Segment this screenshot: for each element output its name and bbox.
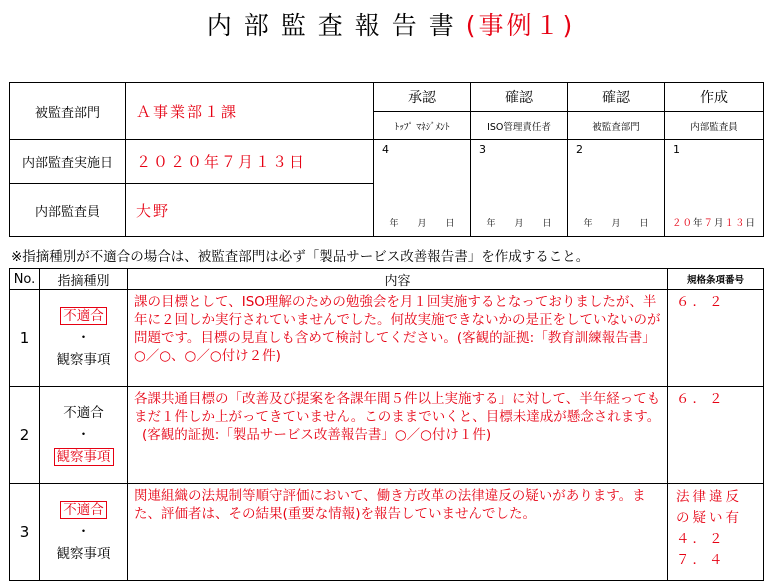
- year-label: 年: [389, 219, 399, 229]
- category-separator: ・: [76, 330, 91, 346]
- approval-date-3: [568, 216, 664, 229]
- finding-row-3: [10, 484, 764, 581]
- approval-num-2: 3: [479, 143, 486, 156]
- finding-row-1: [10, 290, 764, 387]
- month-label: 月: [514, 219, 524, 229]
- finding-evidence: (客観的証拠:「製品サービス改善報告書」○／○付け１件): [142, 427, 492, 443]
- day-label: 日: [639, 219, 649, 229]
- finding-clause: [668, 484, 764, 581]
- date-month-value: ７: [703, 218, 714, 229]
- finding-category: [40, 484, 128, 581]
- approval-head-3: 確認: [568, 83, 665, 112]
- day-label: 日: [542, 219, 552, 229]
- approval-head-2: 確認: [471, 83, 568, 112]
- category-separator: ・: [76, 427, 91, 443]
- col-clause-header: 規格条項番号: [668, 269, 764, 290]
- title-example-tag: (事例１): [465, 11, 576, 40]
- approval-cell-4: [665, 140, 764, 237]
- finding-content-text: 各課共通目標の「改善及び提案を各課年間５件以上実施する」に対して、半年経ってもまだ１件しか上がってきていません。このままでいくと、目標未達成が懸念されます。: [134, 391, 661, 425]
- month-label: 月: [611, 219, 621, 229]
- col-no-header: No.: [10, 269, 40, 290]
- approval-date-2: [471, 216, 567, 229]
- year-label: 年: [486, 219, 496, 229]
- approval-head-1: 承認: [374, 83, 471, 112]
- approval-date-1: [374, 216, 470, 229]
- clause-line: 法律違反の疑い有: [676, 489, 742, 526]
- approval-date-4: [665, 215, 763, 229]
- dept-value: Ａ事業部１課: [126, 83, 374, 140]
- finding-category: [40, 387, 128, 484]
- col-category-header: 指摘種別: [40, 269, 128, 290]
- document-title: [0, 6, 782, 42]
- col-content-header: 内容: [128, 269, 668, 290]
- approval-num-3: 2: [576, 143, 583, 156]
- approval-num-4: 1: [673, 143, 680, 156]
- auditor-label: 内部監査員: [10, 184, 126, 237]
- finding-row-2: [10, 387, 764, 484]
- date-year-value: ２０: [671, 218, 693, 229]
- approval-cell-2: [471, 140, 568, 237]
- clause-line: ６．２: [676, 391, 726, 407]
- instruction-note: ※指摘種別が不適合の場合は、被監査部門は必ず「製品サービス改善報告書」を作成すること。: [11, 249, 590, 265]
- finding-content: 課の目標として、ISO理解のための勉強会を月１回実施するとなっておりましたが、半年に２回しか実行されていませんでした。何故実施できないかの是正をしていないのが問題です。目標の見直しも含めて検討してください。(客観的証拠:「教育訓練報告書」○／○、○／○付け２件): [128, 290, 668, 387]
- category-nonconformity-selected: 不適合: [60, 307, 107, 325]
- year-label: 年: [583, 219, 593, 229]
- finding-no: 1: [10, 290, 40, 387]
- approval-cell-1: [374, 140, 471, 237]
- finding-content: 関連組織の法規制等順守評価において、働き方改革の法律違反の疑いがあります。また、評価者は、その結果(重要な情報)を報告していませんでした。: [128, 484, 668, 581]
- day-label: 日: [745, 218, 757, 229]
- category-nonconformity: 不適合: [63, 405, 104, 421]
- finding-category: [40, 290, 128, 387]
- category-nonconformity-selected: 不適合: [60, 501, 107, 519]
- finding-no: 3: [10, 484, 40, 581]
- auditor-value: 大野: [126, 184, 374, 237]
- audit-date-label: 内部監査実施日: [10, 140, 126, 184]
- month-label: 月: [417, 219, 427, 229]
- findings-table: [9, 268, 764, 581]
- year-label: 年: [692, 218, 704, 229]
- audit-date-value: ２０２０年７月１３日: [126, 140, 374, 184]
- finding-no: 2: [10, 387, 40, 484]
- finding-content: [128, 387, 668, 484]
- category-observation-selected: 観察事項: [54, 448, 114, 466]
- finding-clause: [668, 290, 764, 387]
- approval-role-3: 被監査部門: [568, 112, 665, 140]
- approval-num-1: 4: [382, 143, 389, 156]
- findings-header-row: [10, 269, 764, 290]
- category-observation: 観察事項: [56, 352, 111, 368]
- category-separator: ・: [76, 524, 91, 540]
- dept-label: 被監査部門: [10, 83, 126, 140]
- date-day-value: １３: [724, 218, 746, 229]
- day-label: 日: [445, 219, 455, 229]
- approval-role-1: ﾄｯﾌﾟ ﾏﾈｼﾞﾒﾝﾄ: [374, 112, 471, 140]
- report-header-table: [9, 82, 764, 237]
- clause-line: ６．２: [676, 294, 726, 310]
- approval-cell-3: [568, 140, 665, 237]
- finding-clause: [668, 387, 764, 484]
- category-observation: 観察事項: [56, 546, 111, 562]
- clause-line: ４．２: [676, 531, 726, 547]
- month-label: 月: [714, 218, 725, 229]
- approval-role-2: ISO管理責任者: [471, 112, 568, 140]
- approval-role-4: 内部監査員: [665, 112, 764, 140]
- approval-head-4: 作成: [665, 83, 764, 112]
- title-main: 内部監査報告書: [206, 11, 466, 40]
- clause-line: ７．４: [676, 552, 726, 568]
